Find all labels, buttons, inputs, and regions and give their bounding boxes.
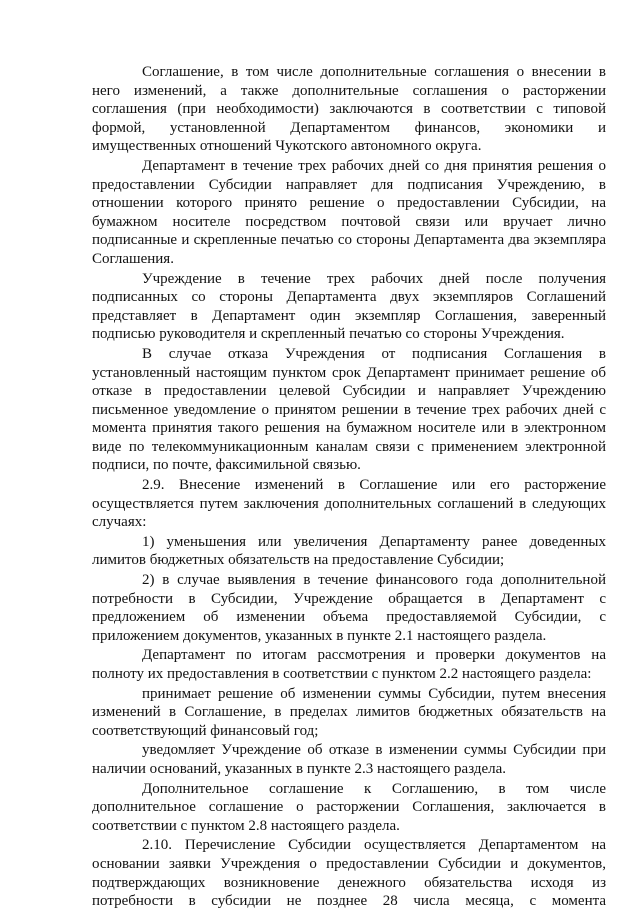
paragraph-institution-returns: Учреждение в течение трех рабочих дней после получения подписанных со стороны Департамента двух экземпляров Соглашений представляет в Департамент один экземпляр Соглашения, заверенный подписью руководителя и скрепленный печатью со стороны Учреждения. bbox=[92, 270, 606, 343]
paragraph-clause-2-10: 2.10. Перечисление Субсидии осуществляется Департаментом на основании заявки Учреждения о предоставлении Субсидии и документов, подтверждающих возникновение денежного обязательства исходя из потребности в субсидии не позднее 28 числа месяца, с момента bbox=[92, 837, 606, 910]
paragraph-agreement-form: Соглашение, в том числе дополнительные соглашения о внесении в него изменений, а также дополнительные соглашения о расторжении соглашения (при необходимости) заключаются в соответствии с типовой формой, установленной Департаментом финансов, экономики и имущественных отношений Чукотского автономного округа. bbox=[92, 64, 606, 155]
paragraph-clause-2-9: 2.9. Внесение изменений в Соглашение или его расторжение осуществляется путем заключения дополнительных соглашений в следующих случаях: bbox=[92, 477, 606, 531]
paragraph-decision-change: принимает решение об изменении суммы Субсидии, путем внесения изменений в Соглашение, в пределах лимитов бюджетных обязательств на соответствующий финансовый год; bbox=[92, 685, 606, 739]
paragraph-additional-agreement: Дополнительное соглашение к Соглашению, в том числе дополнительное соглашение о расторжении Соглашения, заключается в соответствии с пунктом 2.8 настоящего раздела. bbox=[92, 780, 606, 834]
paragraph-refusal-to-sign: В случае отказа Учреждения от подписания Соглашения в установленный настоящим пунктом срок Департамент принимает решение об отказе в предоставлении целевой Субсидии и направляет Учреждению письменное уведомление о принятом решении в течение трех рабочих дней с момента принятия такого решения на бумажном носителе или в электронном виде по телекоммуникационным каналам связи с применением электронной подписи, по почте, факсимильной связью. bbox=[92, 345, 606, 474]
paragraph-review-results: Департамент по итогам рассмотрения и проверки документов на полноту их предоставления в соответствии с пунктом 2.2 настоящего раздела: bbox=[92, 647, 606, 682]
list-item-2: 2) в случае выявления в течение финансового года дополнительной потребности в Субсидии, Учреждение обращается в Департамент с предложением об изменении объема предоставляемой Субсидии, с приложением документов, указанных в пункте 2.1 настоящего раздела. bbox=[92, 572, 606, 644]
list-item-1: 1) уменьшения или увеличения Департаменту ранее доведенных лимитов бюджетных обязательств на предоставление Субсидии; bbox=[92, 533, 606, 569]
paragraph-notify-refusal: уведомляет Учреждение об отказе в изменении суммы Субсидии при наличии оснований, указанных в пункте 2.3 настоящего раздела. bbox=[92, 742, 606, 777]
paragraph-department-sends: Департамент в течение трех рабочих дней со дня принятия решения о предоставлении Субсидии направляет для подписания Учреждению, в отношении которого принято решение о предоставлении Субсидии, на бумажном носителе посредством почтовой связи или вручает лично подписанные и скрепленные печатью со стороны Департамента два экземпляра Соглашения. bbox=[92, 157, 606, 267]
